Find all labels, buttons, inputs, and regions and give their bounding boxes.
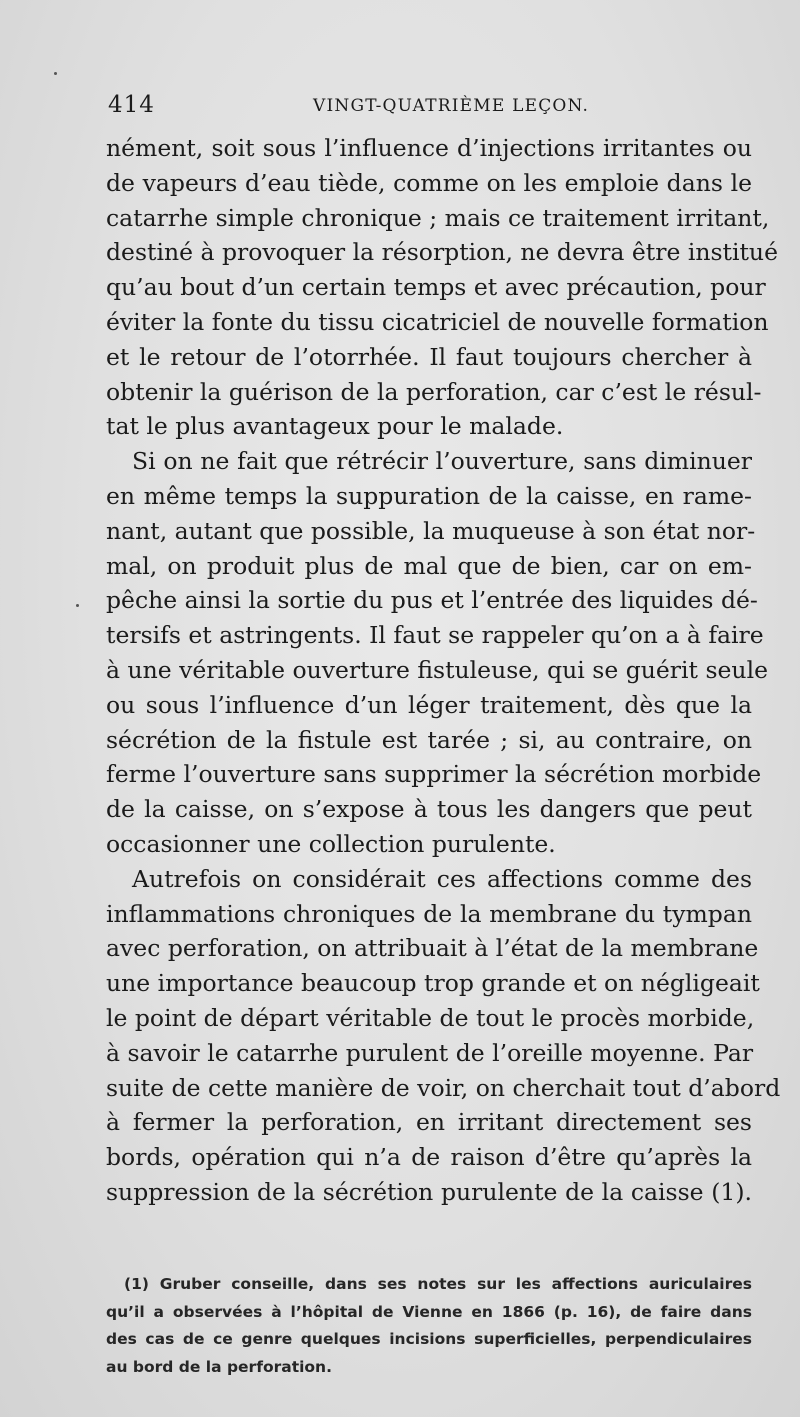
page-number: 414 — [108, 92, 155, 118]
text-line: le point de départ véritable de tout le procès morbide, — [106, 1003, 755, 1032]
text-line: sécrétion de la fistule est tarée ; si, au contraire, on — [106, 725, 752, 754]
text-line: une importance beaucoup trop grande et on négligeait — [106, 969, 760, 998]
text-line: en même temps la suppuration de la caisse, en rame- — [106, 481, 752, 510]
text-line: inflammations chroniques de la membrane du tympan — [106, 899, 752, 928]
text-line: de vapeurs d’eau tiède, comme on les emploie dans le — [106, 168, 752, 197]
text-line: éviter la fonte du tissu cicatriciel de nouvelle formation — [106, 307, 769, 336]
text-line: pêche ainsi la sortie du pus et l’entrée des liquides dé- — [106, 586, 758, 615]
text-line: nant, autant que possible, la muqueuse à son état nor- — [106, 516, 756, 545]
text-line: et le retour de l’otorrhée. Il faut toujours chercher à — [106, 342, 752, 371]
footnote-line: des cas de ce genre quelques incisions superficielles, perpendiculaires — [106, 1330, 752, 1348]
text-line: destiné à provoquer la résorption, ne devra être institué — [106, 238, 778, 267]
text-line: tat le plus avantageux pour le malade. — [106, 412, 564, 441]
text-line: qu’au bout d’un certain temps et avec précaution, pour — [106, 273, 766, 302]
paragraph-1 — [106, 131, 778, 444]
footnote-line: (1) Gruber conseille, dans ses notes sur les affections auriculaires — [124, 1275, 752, 1293]
text-line: à une véritable ouverture fistuleuse, qui se guérit seule — [106, 655, 768, 684]
text-line: Autrefois on considérait ces affections comme des — [132, 864, 752, 893]
text-line: mal, on produit plus de mal que de bien, car on em- — [106, 551, 752, 580]
footnote-line: au bord de la perforation. — [106, 1357, 332, 1376]
text-line: tersifs et astringents. Il faut se rappeler qu’on a à faire — [106, 621, 764, 650]
text-line: occasionner une collection purulente. — [106, 829, 556, 858]
footnote — [106, 1271, 752, 1381]
text-line: suite de cette manière de voir, on cherchait tout d’abord — [106, 1073, 781, 1102]
text-line: Si on ne fait que rétrécir l’ouverture, sans diminuer — [132, 447, 752, 476]
ink-speck — [54, 72, 57, 75]
text-line: de la caisse, on s’expose à tous les dangers que peut — [106, 795, 752, 824]
text-line: nément, soit sous l’influence d’injections irritantes ou — [106, 134, 752, 162]
footnote-line: qu’il a observées à l’hôpital de Vienne en 1866 (p. 16), de faire dans — [106, 1302, 752, 1321]
paragraph-2 — [106, 444, 768, 862]
text-line: obtenir la guérison de la perforation, car c’est le résul- — [106, 377, 762, 406]
body-text — [106, 131, 781, 1210]
text-line: avec perforation, on attribuait à l’état de la membrane — [106, 934, 759, 963]
text-line: à fermer la perforation, en irritant directement ses — [106, 1108, 752, 1137]
text-line: à savoir le catarrhe purulent de l’oreille moyenne. Par — [106, 1038, 754, 1067]
text-line: suppression de la sécrétion purulente de la caisse (1). — [106, 1177, 752, 1206]
running-title: VINGT-QUATRIÈME LEÇON. — [313, 96, 590, 116]
ink-speck — [76, 604, 79, 607]
text-line: bords, opération qui n’a de raison d’être qu’après la — [106, 1143, 752, 1172]
text-line: ferme l’ouverture sans supprimer la sécrétion morbide — [106, 760, 762, 789]
text-line: ou sous l’influence d’un léger traitement, dès que la — [106, 690, 752, 719]
text-line: catarrhe simple chronique ; mais ce traitement irritant, — [106, 203, 770, 232]
paragraph-3 — [106, 862, 781, 1210]
running-head — [108, 92, 748, 122]
